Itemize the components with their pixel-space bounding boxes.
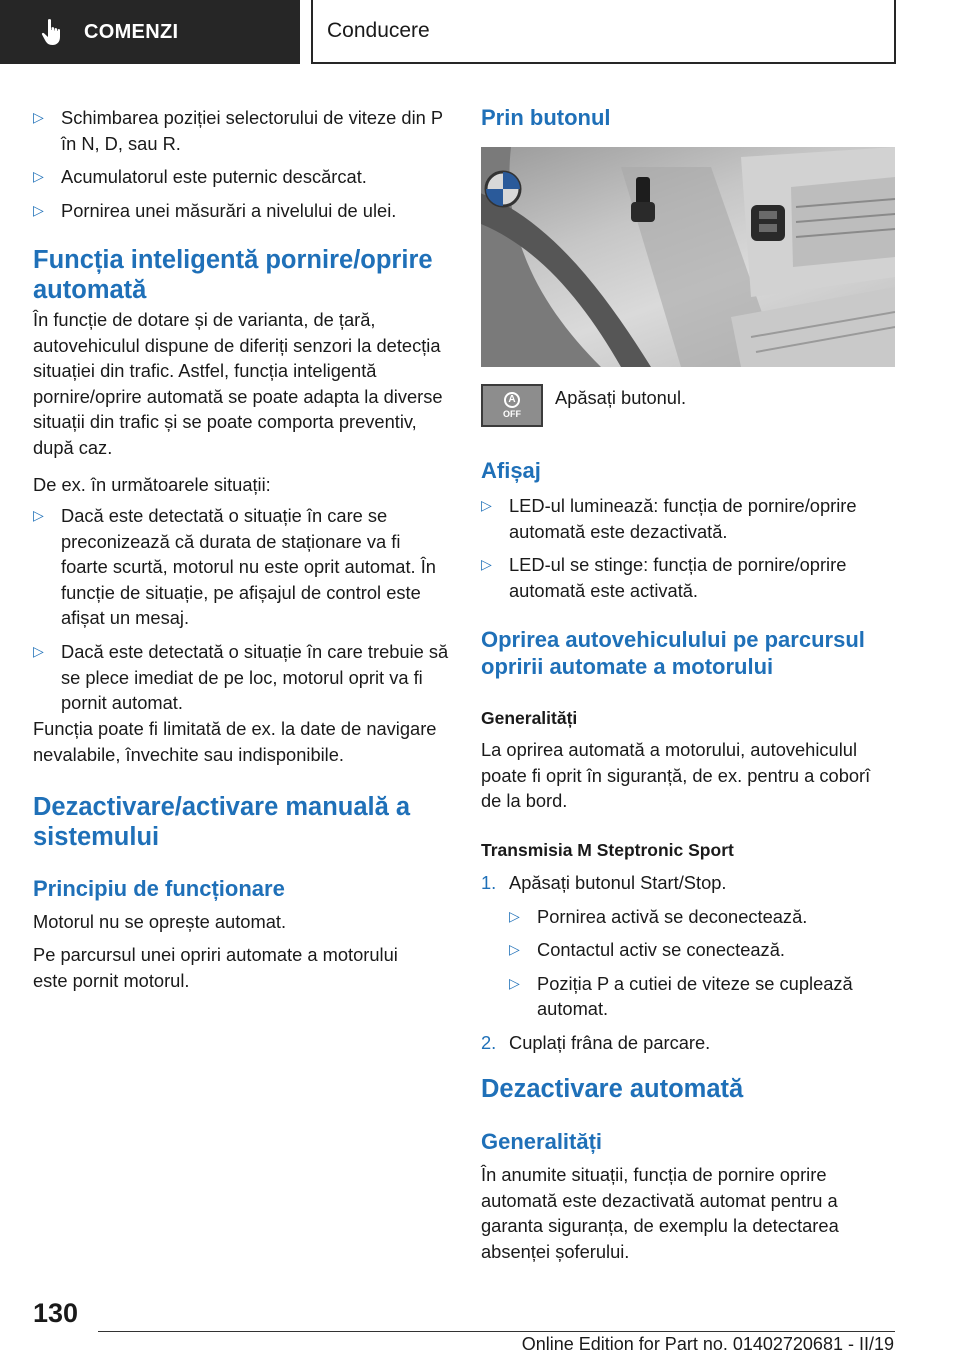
edition-text: Online Edition for Part no. 01402720681 - II/19 [521,1334,894,1354]
smart-start-stop-heading: Funcția inteligentă pornire/oprire automată [33,246,433,304]
cockpit-photo [481,147,895,367]
button-caption: Apăsați butonul. [555,387,687,408]
step-item [481,870,895,1022]
display-heading: Afișaj [481,458,541,483]
auto-deactivation-heading: Dezactivare automată [481,1075,744,1103]
step-text: Apăsați butonul Start/Stop. [509,872,727,893]
auto-start-stop-off-icon: A [504,392,520,408]
steps-list [481,870,895,1056]
list-item: ▷ Poziția P a cutiei de viteze se cuplează automat. [509,971,895,1022]
auto-paragraph: În anumite situații, funcția de pornire oprire automată este dezactivată automat pentru a garanta siguranța, de exemplu la detectarea absenței șoferului. [481,1164,839,1262]
auto-general-heading: Generalități [481,1129,603,1154]
chapter-title: Conducere [327,19,430,42]
off-label: OFF [503,409,521,419]
stop-vehicle-heading: Oprirea autovehiculului pe parcursul opririi automate a motorului [481,627,865,679]
transmission-subheading: Transmisia M Steptronic Sport [481,840,734,860]
button-heading: Prin butonul [481,105,611,130]
display-bullet-list [481,493,895,603]
smart-paragraph-2: De ex. în următoarele situații: [33,474,271,495]
smart-paragraph-1: În funcție de dotare și de varianta, de țară, autovehiculul dispune de diferiți senzori la detecția situației din trafic. Astfel, funcția inteligentă pornire/oprire automată se poate adapta la diverse situații din trafic și se poate comporta preventiv, după caz. [33,309,443,458]
step-text: Cuplați frâna de parcare. [509,1031,711,1053]
footer-divider [98,1331,895,1332]
step-item [481,1030,895,1056]
list-item: ▷ Contactul activ se conectează. [509,937,895,963]
list-item: ▷ LED-ul luminează: funcția de pornire/oprire automată este dezactivată. [481,493,895,544]
page-number: 130 [33,1298,79,1328]
principle-heading: Principiu de funcționare [33,876,285,901]
list-item: ▷ Pornirea activă se deconectează. [509,904,895,930]
list-item: ▷ Dacă este detectată o situație în care trebuie să se plece imediat de pe loc, motorul oprit va fi pornit automat. [33,639,451,716]
list-item: ▷ Schimbarea poziției selectorului de viteze din P în N, D, sau R. [33,105,448,156]
general-paragraph: La oprirea automată a motorului, autovehiculul poate fi oprit în siguranță, de ex. pentru a coborî de la bord. [481,739,871,812]
general-subheading: Generalități [481,708,578,728]
chapter-header [311,0,896,64]
pointing-hand-icon [40,18,64,46]
intro-bullet-list [33,105,448,223]
auto-start-stop-button-icon [481,384,543,427]
list-item: ▷ Pornirea unei măsurări a nivelului de ulei. [33,198,448,224]
list-item: ▷ LED-ul se stinge: funcția de pornire/oprire automată este activată. [481,552,895,603]
principle-paragraph-2: Pe parcursul unei opriri automate a motorului este pornit motorul. [33,944,398,991]
cockpit-illustration [481,147,895,367]
section-tab [0,0,300,64]
list-item: ▷ Acumulatorul este puternic descărcat. [33,164,448,190]
smart-bullet-list [33,503,451,716]
step-number: 1. [481,872,497,893]
manual-deactivation-heading: Dezactivare/activare manuală a sistemului [33,793,411,851]
principle-paragraph-1: Motorul nu se oprește automat. [33,911,287,932]
smart-paragraph-3: Funcția poate fi limitată de ex. la date de navigare nevalabile, învechite sau indisponibile. [33,718,437,765]
step-sub-bullet-list [509,904,895,1022]
list-item: ▷ Dacă este detectată o situație în care se preconizează că durata de staționare va fi foarte scurtă, motorul nu este oprit automat. În funcție de situație, pe afișajul de control este afișat un mesaj. [33,503,451,631]
step-number: 2. [481,1031,497,1053]
section-title: COMENZI [84,20,179,43]
